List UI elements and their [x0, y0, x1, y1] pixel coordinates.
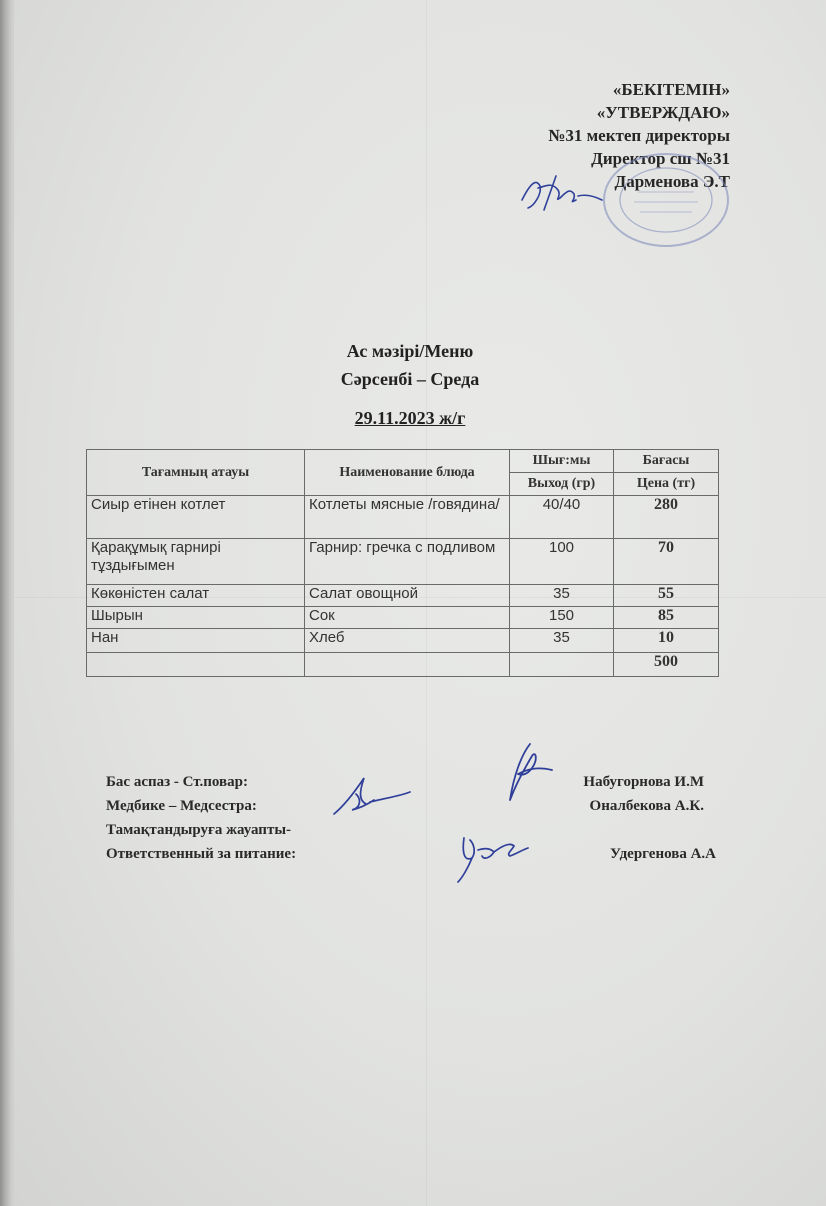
- table-row: [87, 629, 719, 653]
- approval-director-name: Дарменова Э.Т: [614, 172, 730, 191]
- table-total-row: [87, 653, 719, 677]
- menu-table: [86, 449, 719, 677]
- dish-yield: 40/40: [510, 496, 614, 539]
- empty-cell: [305, 653, 510, 677]
- dish-yield: 35: [510, 629, 614, 653]
- table-row: [87, 607, 719, 629]
- dish-name-kz: Сиыр етінен котлет: [87, 496, 305, 539]
- responsible-signature: [454, 828, 532, 886]
- dish-price: 280: [614, 496, 719, 539]
- header-yield-kz: Шығ:мы: [510, 450, 614, 473]
- menu-title: Ас мәзірі/Меню: [346, 341, 474, 361]
- menu-date: 29.11.2023 ж/г: [354, 408, 466, 428]
- dish-name-kz: Нан: [87, 629, 305, 653]
- responsible-row: [106, 822, 716, 846]
- chef-signature: [492, 740, 562, 812]
- dish-name-ru: Гарнир: гречка с подливом: [305, 539, 510, 585]
- approval-school: №31 мектеп директоры: [548, 126, 730, 145]
- dish-price: 55: [614, 585, 719, 607]
- chef-label: Бас аспаз - Ст.повар:: [106, 774, 248, 790]
- dish-name-ru: Котлеты мясные /говядина/: [305, 496, 510, 539]
- nurse-label: Медбике – Медсестра:: [106, 798, 257, 814]
- dish-name-ru: Сок: [305, 607, 510, 629]
- nurse-name: Оналбекова А.К.: [589, 798, 704, 814]
- header-name-ru: Наименование блюда: [305, 450, 510, 496]
- table-row: [87, 539, 719, 585]
- dish-name-kz: Шырын: [87, 607, 305, 629]
- approval-kz: «БЕКІТЕМІН»: [612, 80, 730, 99]
- dish-name-ru: Хлеб: [305, 629, 510, 653]
- director-signature: [516, 166, 616, 218]
- approval-director: Директор сш №31: [591, 149, 730, 168]
- header-name-kz: Тағамның атауы: [87, 450, 305, 496]
- nurse-signature: [330, 770, 414, 818]
- empty-cell: [87, 653, 305, 677]
- responsible-row-ru: [106, 846, 716, 870]
- dish-name-ru: Салат овощной: [305, 585, 510, 607]
- dish-yield: 100: [510, 539, 614, 585]
- header-yield-ru: Выход (гр): [510, 473, 614, 496]
- chef-name: Набугорнова И.М: [583, 774, 704, 790]
- responsible-name: Удергенова А.А: [610, 846, 716, 862]
- dish-yield: 35: [510, 585, 614, 607]
- dish-name-kz: Қарақұмық гарнирі тұздығымен: [87, 539, 305, 585]
- total-price: 500: [614, 653, 719, 677]
- responsible-label-ru: Ответственный за питание:: [106, 846, 297, 862]
- header-price-ru: Цена (тг): [614, 473, 719, 496]
- responsible-label-kz: Тамақтандыруға жауапты-: [106, 822, 292, 838]
- empty-cell: [510, 653, 614, 677]
- menu-day: Сәрсенбі – Среда: [340, 369, 480, 389]
- dish-name-kz: Көкөністен салат: [87, 585, 305, 607]
- dish-price: 70: [614, 539, 719, 585]
- table-row: [87, 496, 719, 539]
- dish-price: 10: [614, 629, 719, 653]
- table-row: [87, 585, 719, 607]
- header-price-kz: Бағасы: [614, 450, 719, 473]
- dish-price: 85: [614, 607, 719, 629]
- approval-ru: «УТВЕРЖДАЮ»: [596, 103, 730, 122]
- dish-yield: 150: [510, 607, 614, 629]
- table-header-row: [87, 450, 719, 473]
